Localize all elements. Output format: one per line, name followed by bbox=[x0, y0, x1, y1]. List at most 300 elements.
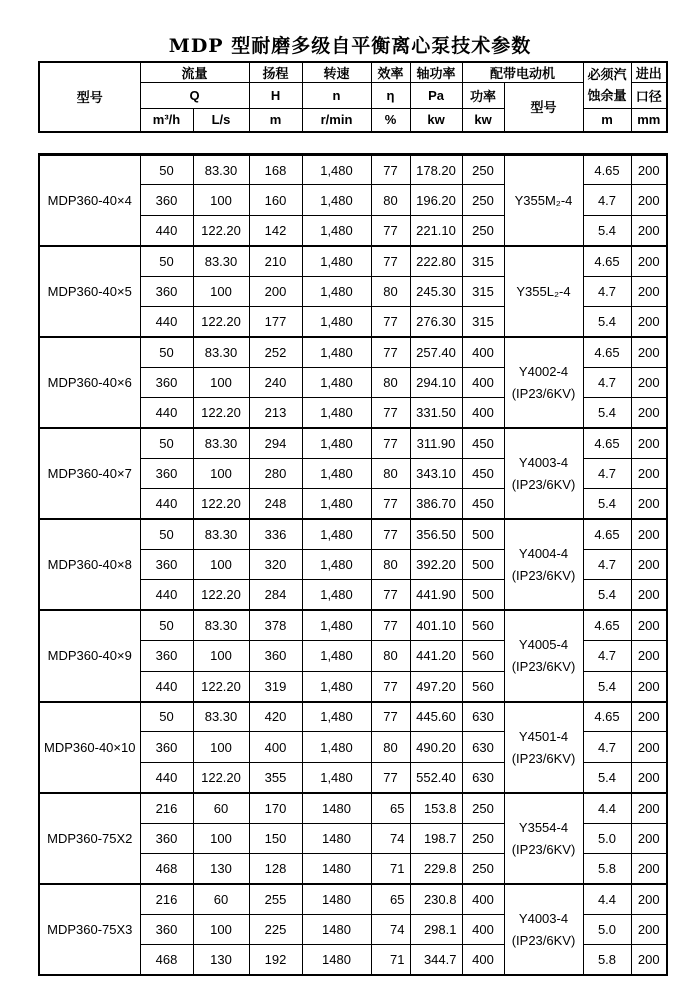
flow-ls-cell: 122.20 bbox=[193, 671, 249, 701]
npsh-cell: 4.7 bbox=[583, 185, 631, 215]
table-row bbox=[39, 793, 667, 823]
shaft-power-cell: 441.20 bbox=[410, 641, 462, 671]
head-cell: 319 bbox=[249, 671, 302, 701]
table-row bbox=[39, 884, 667, 914]
flow-ls-cell: 83.30 bbox=[193, 155, 249, 185]
efficiency-cell: 77 bbox=[371, 671, 410, 701]
flow-m3h-cell: 360 bbox=[140, 914, 193, 944]
shaft-power-cell: 178.20 bbox=[410, 155, 462, 185]
flow-m3h-cell: 468 bbox=[140, 945, 193, 975]
speed-cell: 1,480 bbox=[302, 276, 371, 306]
shaft-power-cell: 344.7 bbox=[410, 945, 462, 975]
efficiency-cell: 80 bbox=[371, 185, 410, 215]
head-cell: 213 bbox=[249, 398, 302, 428]
head-cell: 128 bbox=[249, 853, 302, 883]
efficiency-cell: 71 bbox=[371, 853, 410, 883]
shaft-power-cell: 356.50 bbox=[410, 519, 462, 549]
motor-power-cell: 450 bbox=[462, 489, 504, 519]
unit-port-mm: mm bbox=[631, 109, 667, 132]
motor-protection: (IP23/6KV) bbox=[511, 477, 576, 493]
head-cell: 160 bbox=[249, 185, 302, 215]
motor-lines bbox=[505, 730, 583, 765]
flow-ls-cell: 130 bbox=[193, 853, 249, 883]
motor-power-cell: 250 bbox=[462, 155, 504, 185]
head-cell: 168 bbox=[249, 155, 302, 185]
flow-m3h-cell: 360 bbox=[140, 185, 193, 215]
shaft-power-cell: 401.10 bbox=[410, 610, 462, 640]
flow-ls-cell: 83.30 bbox=[193, 702, 249, 732]
motor-lines bbox=[505, 547, 583, 582]
speed-cell: 1480 bbox=[302, 823, 371, 853]
header-table bbox=[38, 61, 668, 133]
port-diameter-cell: 200 bbox=[631, 458, 667, 488]
data-table bbox=[38, 153, 668, 976]
npsh-cell: 4.65 bbox=[583, 519, 631, 549]
npsh-cell: 5.0 bbox=[583, 823, 631, 853]
flow-m3h-cell: 360 bbox=[140, 823, 193, 853]
shaft-power-cell: 221.10 bbox=[410, 215, 462, 245]
port-diameter-cell: 200 bbox=[631, 762, 667, 792]
port-diameter-cell: 200 bbox=[631, 246, 667, 276]
npsh-cell: 4.7 bbox=[583, 550, 631, 580]
table-row bbox=[39, 337, 667, 367]
flow-m3h-cell: 50 bbox=[140, 610, 193, 640]
motor-power-cell: 315 bbox=[462, 276, 504, 306]
speed-cell: 1,480 bbox=[302, 641, 371, 671]
port-diameter-cell: 200 bbox=[631, 215, 667, 245]
motor-power-cell: 250 bbox=[462, 185, 504, 215]
motor-model-cell bbox=[504, 519, 583, 610]
col-header-shaft-power-symbol: Pa bbox=[410, 83, 462, 109]
flow-ls-cell: 122.20 bbox=[193, 398, 249, 428]
flow-m3h-cell: 216 bbox=[140, 793, 193, 823]
port-diameter-cell: 200 bbox=[631, 337, 667, 367]
flow-ls-cell: 122.20 bbox=[193, 215, 249, 245]
shaft-power-cell: 331.50 bbox=[410, 398, 462, 428]
efficiency-cell: 80 bbox=[371, 641, 410, 671]
pump-model-cell: MDP360-40×5 bbox=[39, 246, 140, 337]
flow-ls-cell: 83.30 bbox=[193, 610, 249, 640]
npsh-cell: 4.7 bbox=[583, 458, 631, 488]
unit-rmin: r/min bbox=[302, 109, 371, 132]
motor-model-name: Y3554-4 bbox=[518, 819, 569, 835]
motor-model-cell bbox=[504, 428, 583, 519]
shaft-power-cell: 153.8 bbox=[410, 793, 462, 823]
efficiency-cell: 74 bbox=[371, 823, 410, 853]
head-cell: 142 bbox=[249, 215, 302, 245]
motor-lines bbox=[505, 194, 583, 207]
efficiency-cell: 80 bbox=[371, 276, 410, 306]
port-diameter-cell: 200 bbox=[631, 276, 667, 306]
pump-model-cell: MDP360-75X2 bbox=[39, 793, 140, 884]
npsh-cell: 5.4 bbox=[583, 762, 631, 792]
motor-protection: (IP23/6KV) bbox=[511, 841, 576, 857]
head-cell: 420 bbox=[249, 702, 302, 732]
npsh-cell: 4.7 bbox=[583, 276, 631, 306]
flow-m3h-cell: 440 bbox=[140, 580, 193, 610]
table-row bbox=[39, 610, 667, 640]
table-row bbox=[39, 519, 667, 549]
efficiency-cell: 77 bbox=[371, 762, 410, 792]
port-diameter-cell: 200 bbox=[631, 398, 667, 428]
col-header-flow-symbol: Q bbox=[140, 83, 249, 109]
unit-motor-kw: kw bbox=[462, 109, 504, 132]
efficiency-cell: 77 bbox=[371, 610, 410, 640]
port-diameter-cell: 200 bbox=[631, 702, 667, 732]
speed-cell: 1480 bbox=[302, 884, 371, 914]
port-diameter-cell: 200 bbox=[631, 155, 667, 185]
motor-model-cell bbox=[504, 793, 583, 884]
col-header-speed: 转速 bbox=[302, 62, 371, 83]
flow-ls-cell: 122.20 bbox=[193, 489, 249, 519]
flow-ls-cell: 100 bbox=[193, 276, 249, 306]
port-diameter-cell: 200 bbox=[631, 823, 667, 853]
flow-ls-cell: 83.30 bbox=[193, 246, 249, 276]
npsh-cell: 4.7 bbox=[583, 367, 631, 397]
head-cell: 294 bbox=[249, 428, 302, 458]
speed-cell: 1,480 bbox=[302, 246, 371, 276]
col-header-flow: 流量 bbox=[140, 62, 249, 83]
motor-model-name: Y4005-4 bbox=[518, 637, 569, 653]
flow-m3h-cell: 360 bbox=[140, 367, 193, 397]
speed-cell: 1480 bbox=[302, 914, 371, 944]
efficiency-cell: 77 bbox=[371, 702, 410, 732]
flow-m3h-cell: 440 bbox=[140, 215, 193, 245]
motor-power-cell: 630 bbox=[462, 732, 504, 762]
efficiency-cell: 77 bbox=[371, 306, 410, 336]
efficiency-cell: 77 bbox=[371, 489, 410, 519]
port-diameter-cell: 200 bbox=[631, 519, 667, 549]
table-row bbox=[39, 246, 667, 276]
col-header-motor-power: 功率 bbox=[462, 83, 504, 109]
flow-ls-cell: 100 bbox=[193, 185, 249, 215]
flow-m3h-cell: 440 bbox=[140, 306, 193, 336]
efficiency-cell: 71 bbox=[371, 945, 410, 975]
shaft-power-cell: 441.90 bbox=[410, 580, 462, 610]
npsh-label-line2: 蚀余量 bbox=[587, 87, 627, 103]
speed-cell: 1,480 bbox=[302, 762, 371, 792]
motor-model-cell bbox=[504, 155, 583, 246]
col-header-speed-symbol: n bbox=[302, 83, 371, 109]
port-diameter-cell: 200 bbox=[631, 793, 667, 823]
flow-ls-cell: 60 bbox=[193, 793, 249, 823]
shaft-power-cell: 294.10 bbox=[410, 367, 462, 397]
speed-cell: 1,480 bbox=[302, 458, 371, 488]
col-header-port-line2: 口径 bbox=[631, 83, 667, 109]
efficiency-cell: 80 bbox=[371, 367, 410, 397]
flow-m3h-cell: 50 bbox=[140, 337, 193, 367]
flow-ls-cell: 60 bbox=[193, 884, 249, 914]
unit-m3h: m³/h bbox=[140, 109, 193, 132]
shaft-power-cell: 311.90 bbox=[410, 428, 462, 458]
speed-cell: 1,480 bbox=[302, 155, 371, 185]
motor-protection: (IP23/6KV) bbox=[511, 385, 576, 401]
motor-power-cell: 400 bbox=[462, 945, 504, 975]
flow-ls-cell: 83.30 bbox=[193, 519, 249, 549]
shaft-power-cell: 196.20 bbox=[410, 185, 462, 215]
shaft-power-cell: 343.10 bbox=[410, 458, 462, 488]
flow-m3h-cell: 50 bbox=[140, 702, 193, 732]
efficiency-cell: 80 bbox=[371, 732, 410, 762]
npsh-cell: 5.4 bbox=[583, 398, 631, 428]
flow-ls-cell: 100 bbox=[193, 914, 249, 944]
head-cell: 336 bbox=[249, 519, 302, 549]
shaft-power-cell: 222.80 bbox=[410, 246, 462, 276]
shaft-power-cell: 245.30 bbox=[410, 276, 462, 306]
motor-protection: (IP23/6KV) bbox=[511, 568, 576, 584]
header-row-1 bbox=[39, 62, 667, 83]
flow-m3h-cell: 216 bbox=[140, 884, 193, 914]
efficiency-cell: 74 bbox=[371, 914, 410, 944]
pump-model-cell: MDP360-40×7 bbox=[39, 428, 140, 519]
motor-lines bbox=[505, 912, 583, 947]
motor-power-cell: 500 bbox=[462, 550, 504, 580]
col-header-efficiency: 效率 bbox=[371, 62, 410, 83]
port-diameter-cell: 200 bbox=[631, 306, 667, 336]
motor-power-cell: 450 bbox=[462, 428, 504, 458]
shaft-power-cell: 497.20 bbox=[410, 671, 462, 701]
efficiency-cell: 77 bbox=[371, 215, 410, 245]
speed-cell: 1,480 bbox=[302, 550, 371, 580]
head-cell: 400 bbox=[249, 732, 302, 762]
port-diameter-cell: 200 bbox=[631, 853, 667, 883]
flow-ls-cell: 122.20 bbox=[193, 580, 249, 610]
flow-m3h-cell: 360 bbox=[140, 641, 193, 671]
speed-cell: 1,480 bbox=[302, 732, 371, 762]
flow-m3h-cell: 440 bbox=[140, 489, 193, 519]
motor-model-name: Y4003-4 bbox=[518, 455, 569, 471]
shaft-power-cell: 298.1 bbox=[410, 914, 462, 944]
motor-power-cell: 630 bbox=[462, 702, 504, 732]
port-diameter-cell: 200 bbox=[631, 610, 667, 640]
head-cell: 150 bbox=[249, 823, 302, 853]
motor-model-name: Y355M₂-4 bbox=[514, 192, 573, 208]
shaft-power-cell: 445.60 bbox=[410, 702, 462, 732]
shaft-power-cell: 230.8 bbox=[410, 884, 462, 914]
flow-ls-cell: 100 bbox=[193, 823, 249, 853]
head-cell: 360 bbox=[249, 641, 302, 671]
motor-power-cell: 400 bbox=[462, 398, 504, 428]
motor-power-cell: 500 bbox=[462, 519, 504, 549]
npsh-cell: 5.4 bbox=[583, 215, 631, 245]
efficiency-cell: 65 bbox=[371, 884, 410, 914]
shaft-power-cell: 490.20 bbox=[410, 732, 462, 762]
head-cell: 210 bbox=[249, 246, 302, 276]
port-diameter-cell: 200 bbox=[631, 489, 667, 519]
motor-power-cell: 450 bbox=[462, 458, 504, 488]
pump-model-cell: MDP360-75X3 bbox=[39, 884, 140, 975]
npsh-cell: 5.4 bbox=[583, 306, 631, 336]
col-header-motor-model: 型号 bbox=[504, 83, 583, 132]
motor-power-cell: 400 bbox=[462, 337, 504, 367]
motor-lines bbox=[505, 456, 583, 491]
speed-cell: 1,480 bbox=[302, 671, 371, 701]
motor-model-cell bbox=[504, 702, 583, 793]
npsh-cell: 5.4 bbox=[583, 489, 631, 519]
speed-cell: 1,480 bbox=[302, 398, 371, 428]
motor-power-cell: 560 bbox=[462, 641, 504, 671]
motor-model-name: Y4004-4 bbox=[518, 546, 569, 562]
col-header-head-symbol: H bbox=[249, 83, 302, 109]
unit-shaft-kw: kw bbox=[410, 109, 462, 132]
flow-m3h-cell: 360 bbox=[140, 276, 193, 306]
unit-ls: L/s bbox=[193, 109, 249, 132]
npsh-cell: 4.65 bbox=[583, 155, 631, 185]
flow-m3h-cell: 440 bbox=[140, 762, 193, 792]
flow-m3h-cell: 360 bbox=[140, 458, 193, 488]
shaft-power-cell: 392.20 bbox=[410, 550, 462, 580]
pump-model-cell: MDP360-40×6 bbox=[39, 337, 140, 428]
motor-model-cell bbox=[504, 246, 583, 337]
flow-ls-cell: 83.30 bbox=[193, 428, 249, 458]
flow-ls-cell: 100 bbox=[193, 641, 249, 671]
motor-lines bbox=[505, 821, 583, 856]
page-title: MDP 型耐磨多级自平衡离心泵技术参数 bbox=[168, 35, 532, 57]
flow-ls-cell: 100 bbox=[193, 550, 249, 580]
efficiency-cell: 77 bbox=[371, 337, 410, 367]
npsh-cell: 4.65 bbox=[583, 337, 631, 367]
flow-m3h-cell: 440 bbox=[140, 398, 193, 428]
flow-m3h-cell: 360 bbox=[140, 732, 193, 762]
flow-ls-cell: 100 bbox=[193, 367, 249, 397]
port-diameter-cell: 200 bbox=[631, 428, 667, 458]
table-row bbox=[39, 702, 667, 732]
head-cell: 280 bbox=[249, 458, 302, 488]
col-header-pump-model: 型号 bbox=[39, 62, 140, 132]
speed-cell: 1,480 bbox=[302, 580, 371, 610]
efficiency-cell: 77 bbox=[371, 155, 410, 185]
motor-model-cell bbox=[504, 610, 583, 701]
motor-power-cell: 560 bbox=[462, 671, 504, 701]
speed-cell: 1,480 bbox=[302, 519, 371, 549]
unit-percent: % bbox=[371, 109, 410, 132]
motor-lines bbox=[505, 285, 583, 298]
port-diameter-cell: 200 bbox=[631, 580, 667, 610]
npsh-cell: 4.7 bbox=[583, 732, 631, 762]
flow-ls-cell: 100 bbox=[193, 458, 249, 488]
shaft-power-cell: 198.7 bbox=[410, 823, 462, 853]
head-cell: 355 bbox=[249, 762, 302, 792]
speed-cell: 1,480 bbox=[302, 489, 371, 519]
motor-power-cell: 315 bbox=[462, 306, 504, 336]
col-header-npsh bbox=[583, 62, 631, 109]
speed-cell: 1,480 bbox=[302, 185, 371, 215]
flow-m3h-cell: 50 bbox=[140, 428, 193, 458]
speed-cell: 1,480 bbox=[302, 306, 371, 336]
pump-model-cell: MDP360-40×9 bbox=[39, 610, 140, 701]
head-cell: 200 bbox=[249, 276, 302, 306]
efficiency-cell: 77 bbox=[371, 580, 410, 610]
motor-power-cell: 500 bbox=[462, 580, 504, 610]
npsh-cell: 4.65 bbox=[583, 246, 631, 276]
motor-model-cell bbox=[504, 884, 583, 975]
shaft-power-cell: 552.40 bbox=[410, 762, 462, 792]
motor-power-cell: 630 bbox=[462, 762, 504, 792]
efficiency-cell: 80 bbox=[371, 550, 410, 580]
unit-head-m: m bbox=[249, 109, 302, 132]
head-cell: 225 bbox=[249, 914, 302, 944]
npsh-cell: 5.8 bbox=[583, 945, 631, 975]
motor-power-cell: 400 bbox=[462, 914, 504, 944]
head-cell: 177 bbox=[249, 306, 302, 336]
speed-cell: 1,480 bbox=[302, 428, 371, 458]
motor-power-cell: 315 bbox=[462, 246, 504, 276]
flow-m3h-cell: 440 bbox=[140, 671, 193, 701]
motor-power-cell: 250 bbox=[462, 793, 504, 823]
col-header-efficiency-symbol: η bbox=[371, 83, 410, 109]
motor-power-cell: 250 bbox=[462, 215, 504, 245]
efficiency-cell: 77 bbox=[371, 398, 410, 428]
col-header-shaft-power: 轴功率 bbox=[410, 62, 462, 83]
flow-m3h-cell: 50 bbox=[140, 519, 193, 549]
table-row bbox=[39, 428, 667, 458]
npsh-cell: 4.65 bbox=[583, 610, 631, 640]
head-cell: 252 bbox=[249, 337, 302, 367]
npsh-cell: 4.65 bbox=[583, 428, 631, 458]
col-header-motor: 配带电动机 bbox=[462, 62, 583, 83]
head-cell: 248 bbox=[249, 489, 302, 519]
speed-cell: 1480 bbox=[302, 945, 371, 975]
pump-model-cell: MDP360-40×4 bbox=[39, 155, 140, 246]
speed-cell: 1,480 bbox=[302, 610, 371, 640]
head-cell: 170 bbox=[249, 793, 302, 823]
motor-model-cell bbox=[504, 337, 583, 428]
motor-power-cell: 560 bbox=[462, 610, 504, 640]
port-diameter-cell: 200 bbox=[631, 945, 667, 975]
flow-ls-cell: 130 bbox=[193, 945, 249, 975]
npsh-cell: 4.65 bbox=[583, 702, 631, 732]
npsh-cell: 4.4 bbox=[583, 884, 631, 914]
efficiency-cell: 80 bbox=[371, 458, 410, 488]
npsh-label-line1: 必须汽 bbox=[587, 67, 627, 83]
npsh-cell: 4.4 bbox=[583, 793, 631, 823]
flow-m3h-cell: 360 bbox=[140, 550, 193, 580]
flow-m3h-cell: 468 bbox=[140, 853, 193, 883]
motor-protection: (IP23/6KV) bbox=[511, 750, 576, 766]
flow-ls-cell: 122.20 bbox=[193, 306, 249, 336]
col-header-head: 扬程 bbox=[249, 62, 302, 83]
port-diameter-cell: 200 bbox=[631, 732, 667, 762]
motor-power-cell: 250 bbox=[462, 853, 504, 883]
pump-model-cell: MDP360-40×8 bbox=[39, 519, 140, 610]
head-cell: 240 bbox=[249, 367, 302, 397]
motor-protection: (IP23/6KV) bbox=[511, 659, 576, 675]
efficiency-cell: 77 bbox=[371, 519, 410, 549]
port-diameter-cell: 200 bbox=[631, 671, 667, 701]
flow-m3h-cell: 50 bbox=[140, 246, 193, 276]
motor-model-name: Y4501-4 bbox=[518, 728, 569, 744]
speed-cell: 1480 bbox=[302, 793, 371, 823]
shaft-power-cell: 257.40 bbox=[410, 337, 462, 367]
efficiency-cell: 77 bbox=[371, 246, 410, 276]
head-cell: 255 bbox=[249, 884, 302, 914]
motor-power-cell: 400 bbox=[462, 884, 504, 914]
port-diameter-cell: 200 bbox=[631, 914, 667, 944]
head-cell: 320 bbox=[249, 550, 302, 580]
motor-model-name: Y355L₂-4 bbox=[516, 283, 571, 299]
npsh-cell: 5.4 bbox=[583, 580, 631, 610]
efficiency-cell: 77 bbox=[371, 428, 410, 458]
flow-ls-cell: 122.20 bbox=[193, 762, 249, 792]
speed-cell: 1,480 bbox=[302, 337, 371, 367]
npsh-cell: 4.7 bbox=[583, 641, 631, 671]
speed-cell: 1,480 bbox=[302, 702, 371, 732]
efficiency-cell: 65 bbox=[371, 793, 410, 823]
pump-model-cell: MDP360-40×10 bbox=[39, 702, 140, 793]
motor-lines bbox=[505, 638, 583, 673]
speed-cell: 1,480 bbox=[302, 367, 371, 397]
npsh-cell: 5.0 bbox=[583, 914, 631, 944]
